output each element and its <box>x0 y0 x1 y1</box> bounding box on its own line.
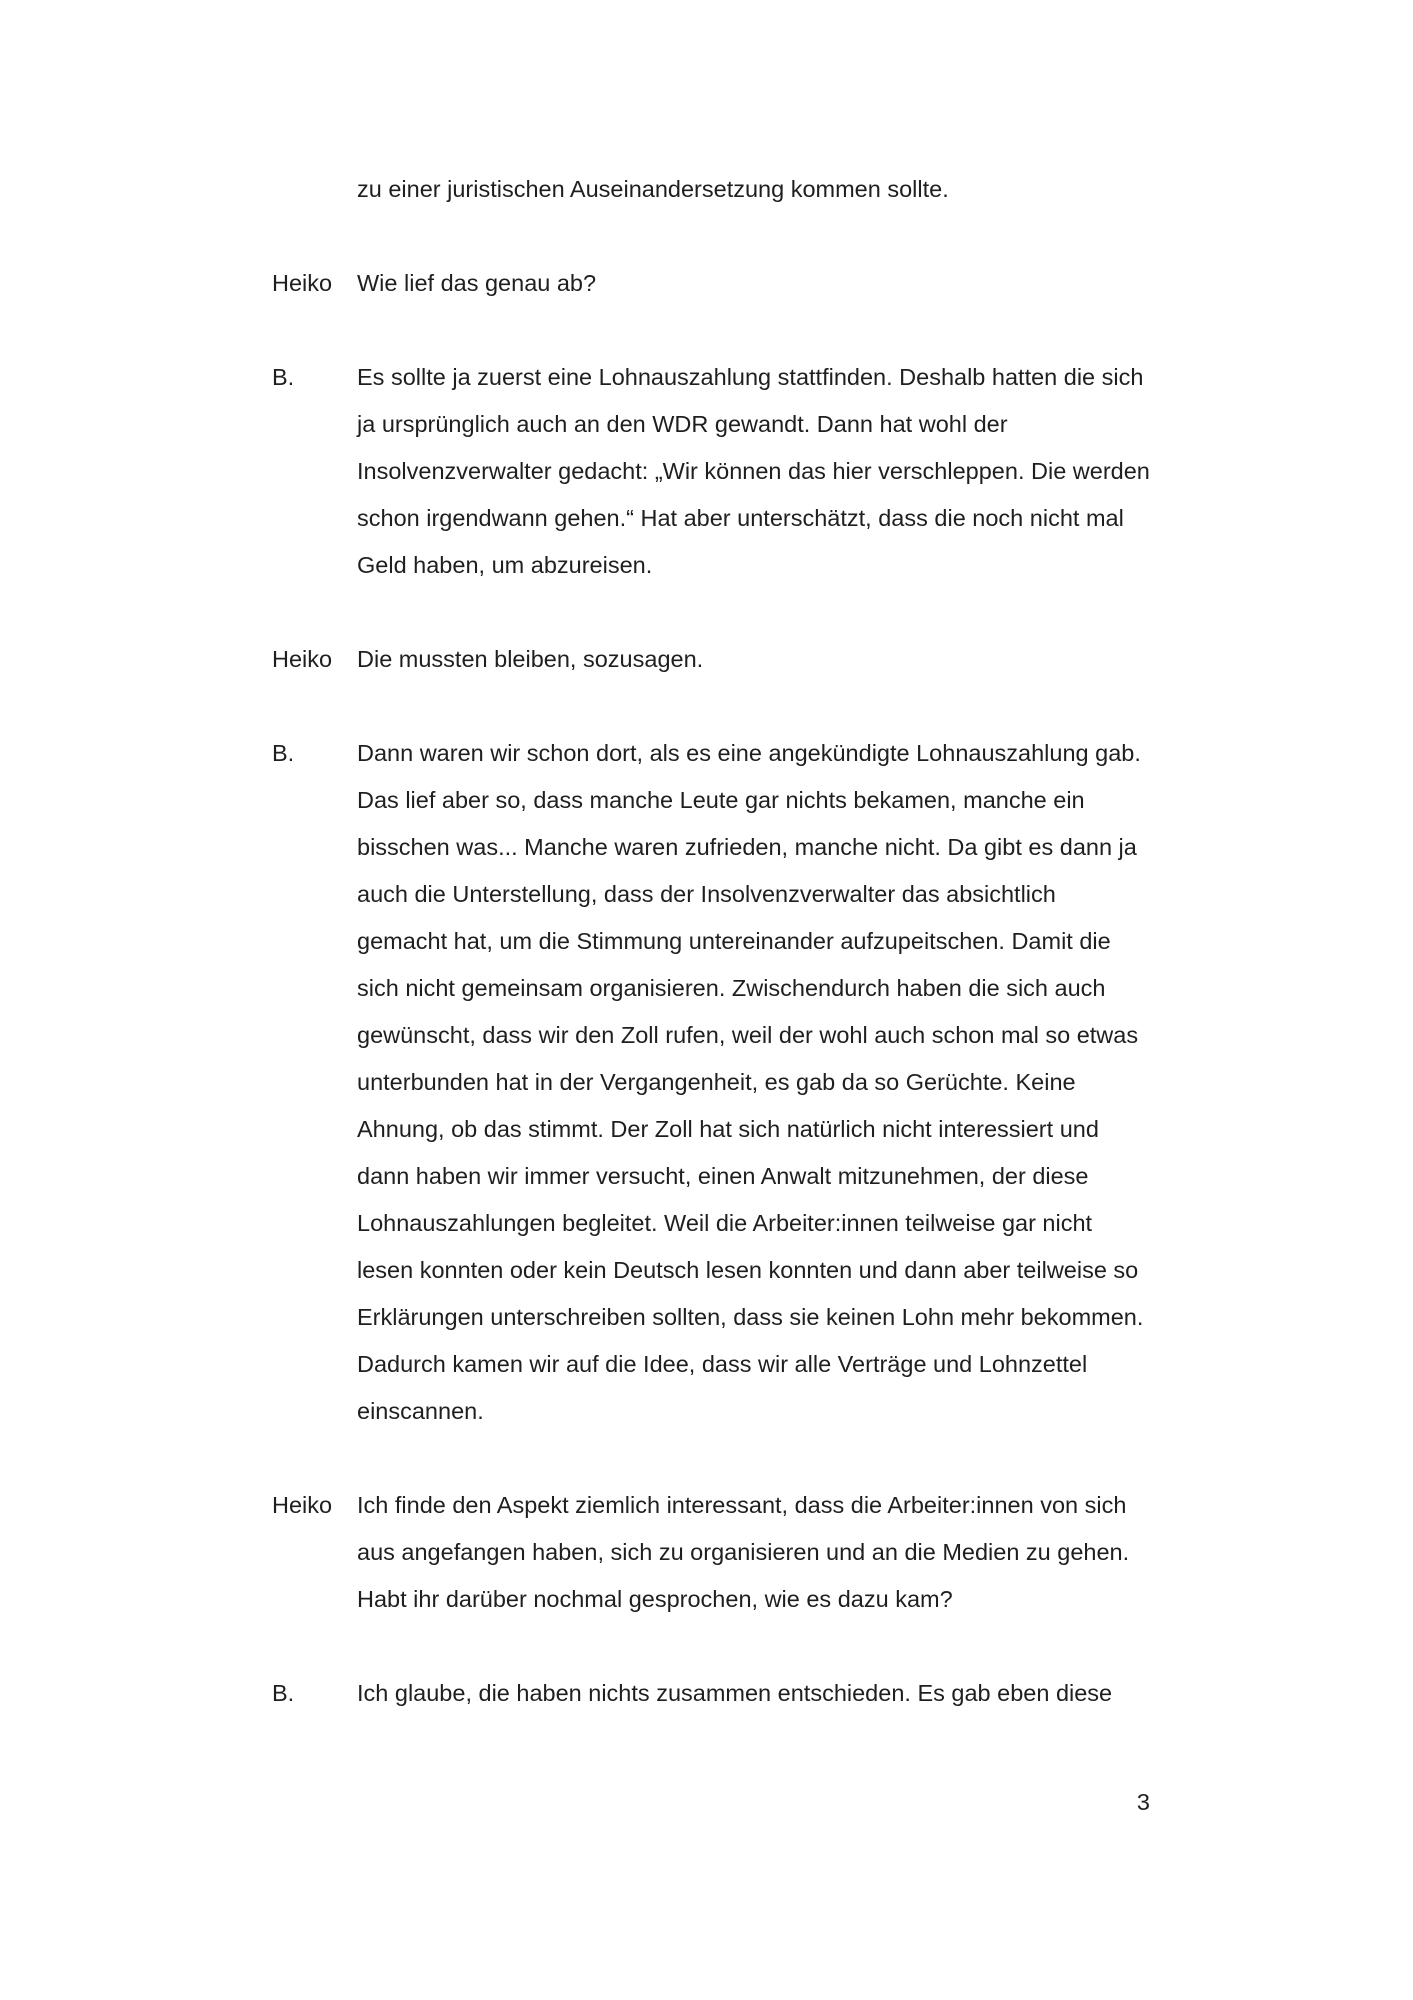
speech-text <box>357 260 1157 307</box>
interview-transcript <box>272 166 1172 1764</box>
text-line: ja ursprünglich auch an den WDR gewandt. Dann hat wohl der <box>357 411 1008 437</box>
speaker-label: B. <box>272 740 295 766</box>
text-line: Ich finde den Aspekt ziemlich interessant, dass die Arbeiter:innen von sich <box>357 1492 1127 1518</box>
text-line: Es sollte ja zuerst eine Lohnauszahlung stattfinden. Deshalb hatten die sich <box>357 364 1144 390</box>
transcript-entry <box>272 636 1172 683</box>
speech-text <box>357 730 1157 1435</box>
text-line: Dann waren wir schon dort, als es eine angekündigte Lohnauszahlung gab. <box>357 740 1141 766</box>
text-line: Das lief aber so, dass manche Leute gar nichts bekamen, manche ein <box>357 787 1085 813</box>
transcript-entry <box>272 1482 1172 1623</box>
text-line: Wie lief das genau ab? <box>357 270 597 296</box>
text-line: dann haben wir immer versucht, einen Anwalt mitzunehmen, der diese <box>357 1163 1089 1189</box>
text-line: schon irgendwann gehen.“ Hat aber unterschätzt, dass die noch nicht mal <box>357 505 1124 531</box>
transcript-entry <box>272 260 1172 307</box>
text-line: Ahnung, ob das stimmt. Der Zoll hat sich natürlich nicht interessiert und <box>357 1116 1099 1142</box>
speech-text <box>357 1482 1157 1623</box>
text-line: aus angefangen haben, sich zu organisieren und an die Medien zu gehen. <box>357 1539 1130 1565</box>
text-line: lesen konnten oder kein Deutsch lesen konnten und dann aber teilweise so <box>357 1257 1139 1283</box>
speaker-label: Heiko <box>272 270 333 296</box>
text-line: einscannen. <box>357 1398 484 1424</box>
speaker-label: B. <box>272 1680 295 1706</box>
transcript-entry <box>272 730 1172 1435</box>
text-line: Die mussten bleiben, sozusagen. <box>357 646 704 672</box>
speaker-label: B. <box>272 364 295 390</box>
text-line: unterbunden hat in der Vergangenheit, es gab da so Gerüchte. Keine <box>357 1069 1076 1095</box>
speech-text <box>357 166 1157 213</box>
text-line: sich nicht gemeinsam organisieren. Zwischendurch haben die sich auch <box>357 975 1106 1001</box>
text-line: Lohnauszahlungen begleitet. Weil die Arbeiter:innen teilweise gar nicht <box>357 1210 1093 1236</box>
text-line: gemacht hat, um die Stimmung untereinander aufzupeitschen. Damit die <box>357 928 1111 954</box>
text-line: zu einer juristischen Auseinandersetzung kommen sollte. <box>357 176 949 202</box>
text-line: Habt ihr darüber nochmal gesprochen, wie es dazu kam? <box>357 1586 953 1612</box>
text-line: Geld haben, um abzureisen. <box>357 552 653 578</box>
text-line: gewünscht, dass wir den Zoll rufen, weil der wohl auch schon mal so etwas <box>357 1022 1139 1048</box>
text-line: Dadurch kamen wir auf die Idee, dass wir alle Verträge und Lohnzettel <box>357 1351 1088 1377</box>
speech-text <box>357 636 1157 683</box>
transcript-entry <box>272 1670 1172 1717</box>
speaker-label: Heiko <box>272 1492 333 1518</box>
transcript-entry <box>272 166 1172 213</box>
speech-text <box>357 354 1157 589</box>
transcript-entry <box>272 354 1172 589</box>
text-line: Ich glaube, die haben nichts zusammen entschieden. Es gab eben diese <box>357 1680 1113 1706</box>
text-line: bisschen was... Manche waren zufrieden, manche nicht. Da gibt es dann ja <box>357 834 1137 860</box>
text-line: Erklärungen unterschreiben sollten, dass sie keinen Lohn mehr bekommen. <box>357 1304 1144 1330</box>
speaker-label: Heiko <box>272 646 333 672</box>
page-number: 3 <box>1136 1789 1150 1815</box>
speech-text <box>357 1670 1157 1717</box>
text-line: auch die Unterstellung, dass der Insolvenzverwalter das absichtlich <box>357 881 1056 907</box>
text-line: Insolvenzverwalter gedacht: „Wir können das hier verschleppen. Die werden <box>357 458 1150 484</box>
